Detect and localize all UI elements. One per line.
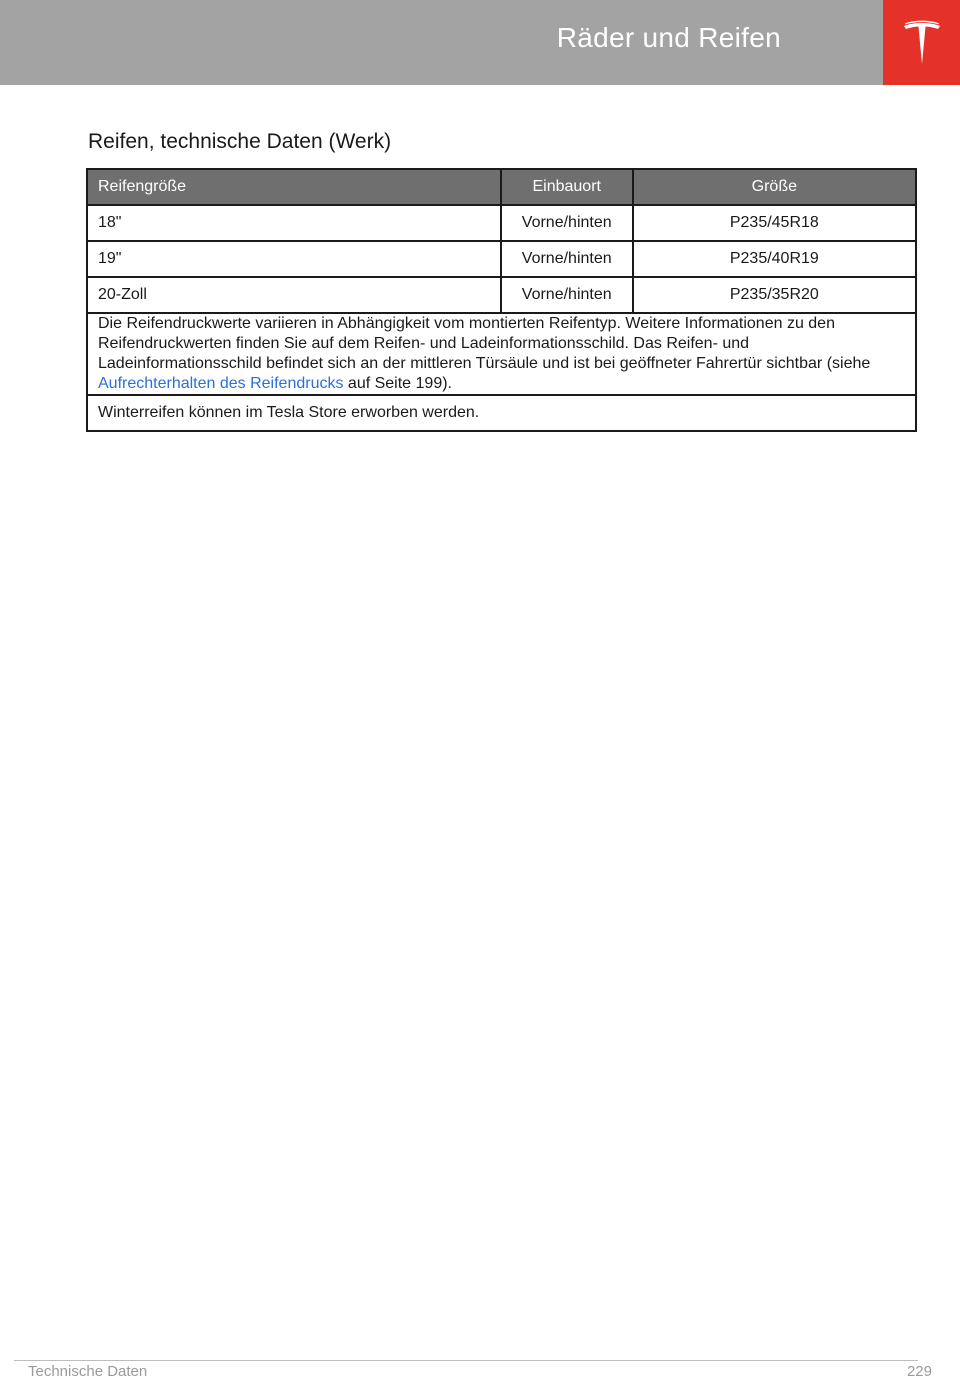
cell-tire-size: 20-Zoll <box>87 277 501 313</box>
note-text-after: auf Seite 199). <box>343 375 452 392</box>
table-row <box>87 205 916 241</box>
section-title: Reifen, technische Daten (Werk) <box>88 130 392 153</box>
table-row <box>87 277 916 313</box>
tire-pressure-link[interactable]: Aufrechterhalten des Reifendrucks <box>98 375 344 392</box>
cell-position: Vorne/hinten <box>501 205 633 241</box>
tesla-logo-icon <box>901 20 943 66</box>
cell-tire-size: 19" <box>87 241 501 277</box>
cell-size: P235/40R19 <box>633 241 916 277</box>
tire-pressure-note <box>87 313 916 395</box>
cell-size: P235/35R20 <box>633 277 916 313</box>
note-row <box>87 395 916 431</box>
column-header-size: Größe <box>633 169 916 205</box>
header-bar <box>0 0 883 85</box>
logo-box <box>883 0 960 85</box>
footer-chapter: Technische Daten <box>28 1363 148 1380</box>
winter-tire-note: Winterreifen können im Tesla Store erworben werden. <box>87 395 916 431</box>
table-row <box>87 241 916 277</box>
page-title: Räder und Reifen <box>556 22 781 53</box>
tire-spec-table <box>86 168 917 432</box>
cell-size: P235/45R18 <box>633 205 916 241</box>
cell-position: Vorne/hinten <box>501 241 633 277</box>
note-row <box>87 313 916 395</box>
note-text-before: Die Reifendruckwerte variieren in Abhängigkeit vom montierten Reifentyp. Weitere Informationen zu den Reifendruckwerten finden Sie auf dem Reifen- und Ladeinformationsschild. Das Reifen- und Ladeinformationsschild befindet sich an der mittleren Türsäule und ist bei geöffneter Fahrertür sichtbar (siehe <box>98 315 871 372</box>
footer-page-number: 229 <box>906 1363 932 1380</box>
cell-tire-size: 18" <box>87 205 501 241</box>
footer-divider <box>14 1360 918 1361</box>
cell-position: Vorne/hinten <box>501 277 633 313</box>
table-header-row <box>87 169 916 205</box>
column-header-position: Einbauort <box>501 169 633 205</box>
column-header-tire-size: Reifengröße <box>87 169 501 205</box>
